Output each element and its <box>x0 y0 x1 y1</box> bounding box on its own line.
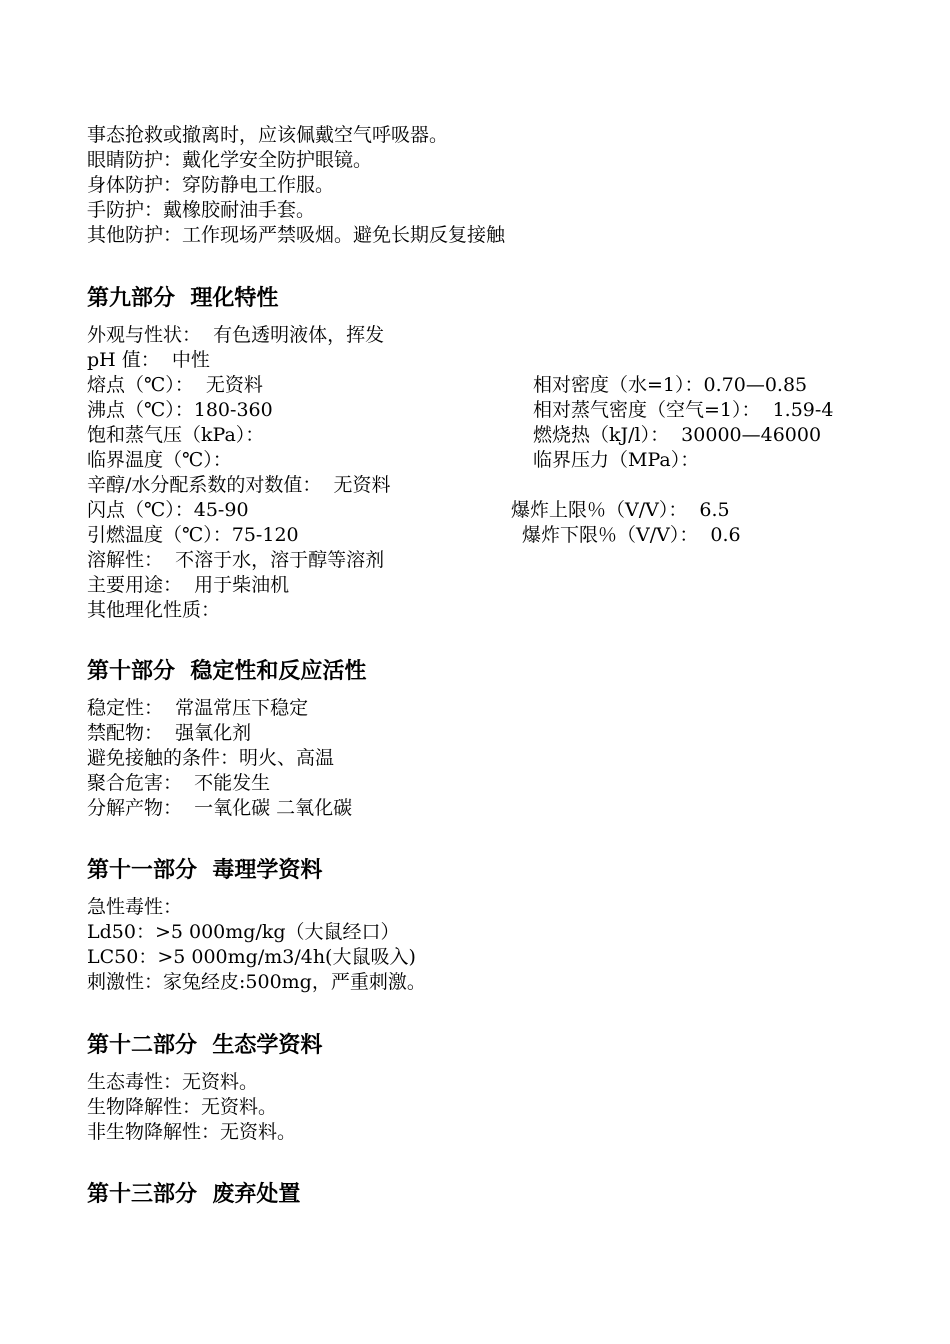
polymerization-line: 聚合危害： 不能发生 <box>87 772 271 794</box>
melting-point-line: 熔点（℃）： 无资料 <box>87 374 263 396</box>
section-13-heading: 第十三部分 废弃处置 <box>87 1182 301 1207</box>
protection-line: 事态抢救或撤离时，应该佩戴空气呼吸器。 <box>87 124 449 146</box>
critical-pressure-line: 临界压力（MPa）： <box>533 449 700 471</box>
appearance-line: 外观与性状： 有色透明液体，挥发 <box>87 324 385 346</box>
ld50-line: Ld50：>5 000mg/kg（大鼠经口） <box>87 921 400 943</box>
section-11-heading: 第十一部分 毒理学资料 <box>87 858 323 883</box>
eye-protection-line: 眼睛防护：戴化学安全防护眼镜。 <box>87 149 373 171</box>
lower-explosive-limit-line: 爆炸下限％（V/V）： 0.6 <box>522 524 741 546</box>
body-protection-line: 身体防护：穿防静电工作服。 <box>87 174 335 196</box>
vapor-pressure-line: 饱和蒸气压（kPa）： <box>87 424 265 446</box>
section-12-heading: 第十二部分 生态学资料 <box>87 1033 323 1058</box>
other-protection-line: 其他防护：工作现场严禁吸烟。避免长期反复接触 <box>87 224 506 246</box>
acute-toxicity-line: 急性毒性： <box>87 896 183 918</box>
section-10-heading: 第十部分 稳定性和反应活性 <box>87 659 367 684</box>
flash-point-line: 闪点（℃）：45-90 <box>87 499 249 521</box>
boiling-point-line: 沸点（℃）：180-360 <box>87 399 273 421</box>
critical-temp-line: 临界温度（℃）： <box>87 449 232 471</box>
hand-protection-line: 手防护：戴橡胶耐油手套。 <box>87 199 316 221</box>
lc50-line: LC50：>5 000mg/m3/4h(大鼠吸入) <box>87 946 416 968</box>
avoid-conditions-line: 避免接触的条件：明火、高温 <box>87 747 335 769</box>
ecotoxicity-line: 生态毒性：无资料。 <box>87 1071 259 1093</box>
biodegradability-line: 生物降解性：无资料。 <box>87 1096 278 1118</box>
heat-of-combustion-line: 燃烧热（kJ/l）： 30000—46000 <box>533 424 822 446</box>
stability-line: 稳定性： 常温常压下稳定 <box>87 697 309 719</box>
upper-explosive-limit-line: 爆炸上限％（V/V）： 6.5 <box>511 499 730 521</box>
incompatible-line: 禁配物： 强氧化剂 <box>87 722 252 744</box>
solubility-line: 溶解性： 不溶于水，溶于醇等溶剂 <box>87 549 385 571</box>
main-use-line: 主要用途： 用于柴油机 <box>87 574 290 596</box>
decomposition-line: 分解产物： 一氧化碳 二氧化碳 <box>87 797 353 819</box>
section-9-heading: 第九部分 理化特性 <box>87 286 279 311</box>
abiotic-degradability-line: 非生物降解性：无资料。 <box>87 1121 297 1143</box>
ph-line: pH 值： 中性 <box>87 349 210 371</box>
other-properties-line: 其他理化性质： <box>87 599 221 621</box>
relative-density-line: 相对密度（水=1）：0.70—0.85 <box>533 374 808 396</box>
octanol-water-line: 辛醇/水分配系数的对数值： 无资料 <box>87 474 391 496</box>
ignition-temp-line: 引燃温度（℃）：75-120 <box>87 524 299 546</box>
irritation-line: 刺激性：家兔经皮:500mg，严重刺激。 <box>87 971 426 993</box>
relative-vapor-density-line: 相对蒸气密度（空气=1）： 1.59-4 <box>533 399 834 421</box>
